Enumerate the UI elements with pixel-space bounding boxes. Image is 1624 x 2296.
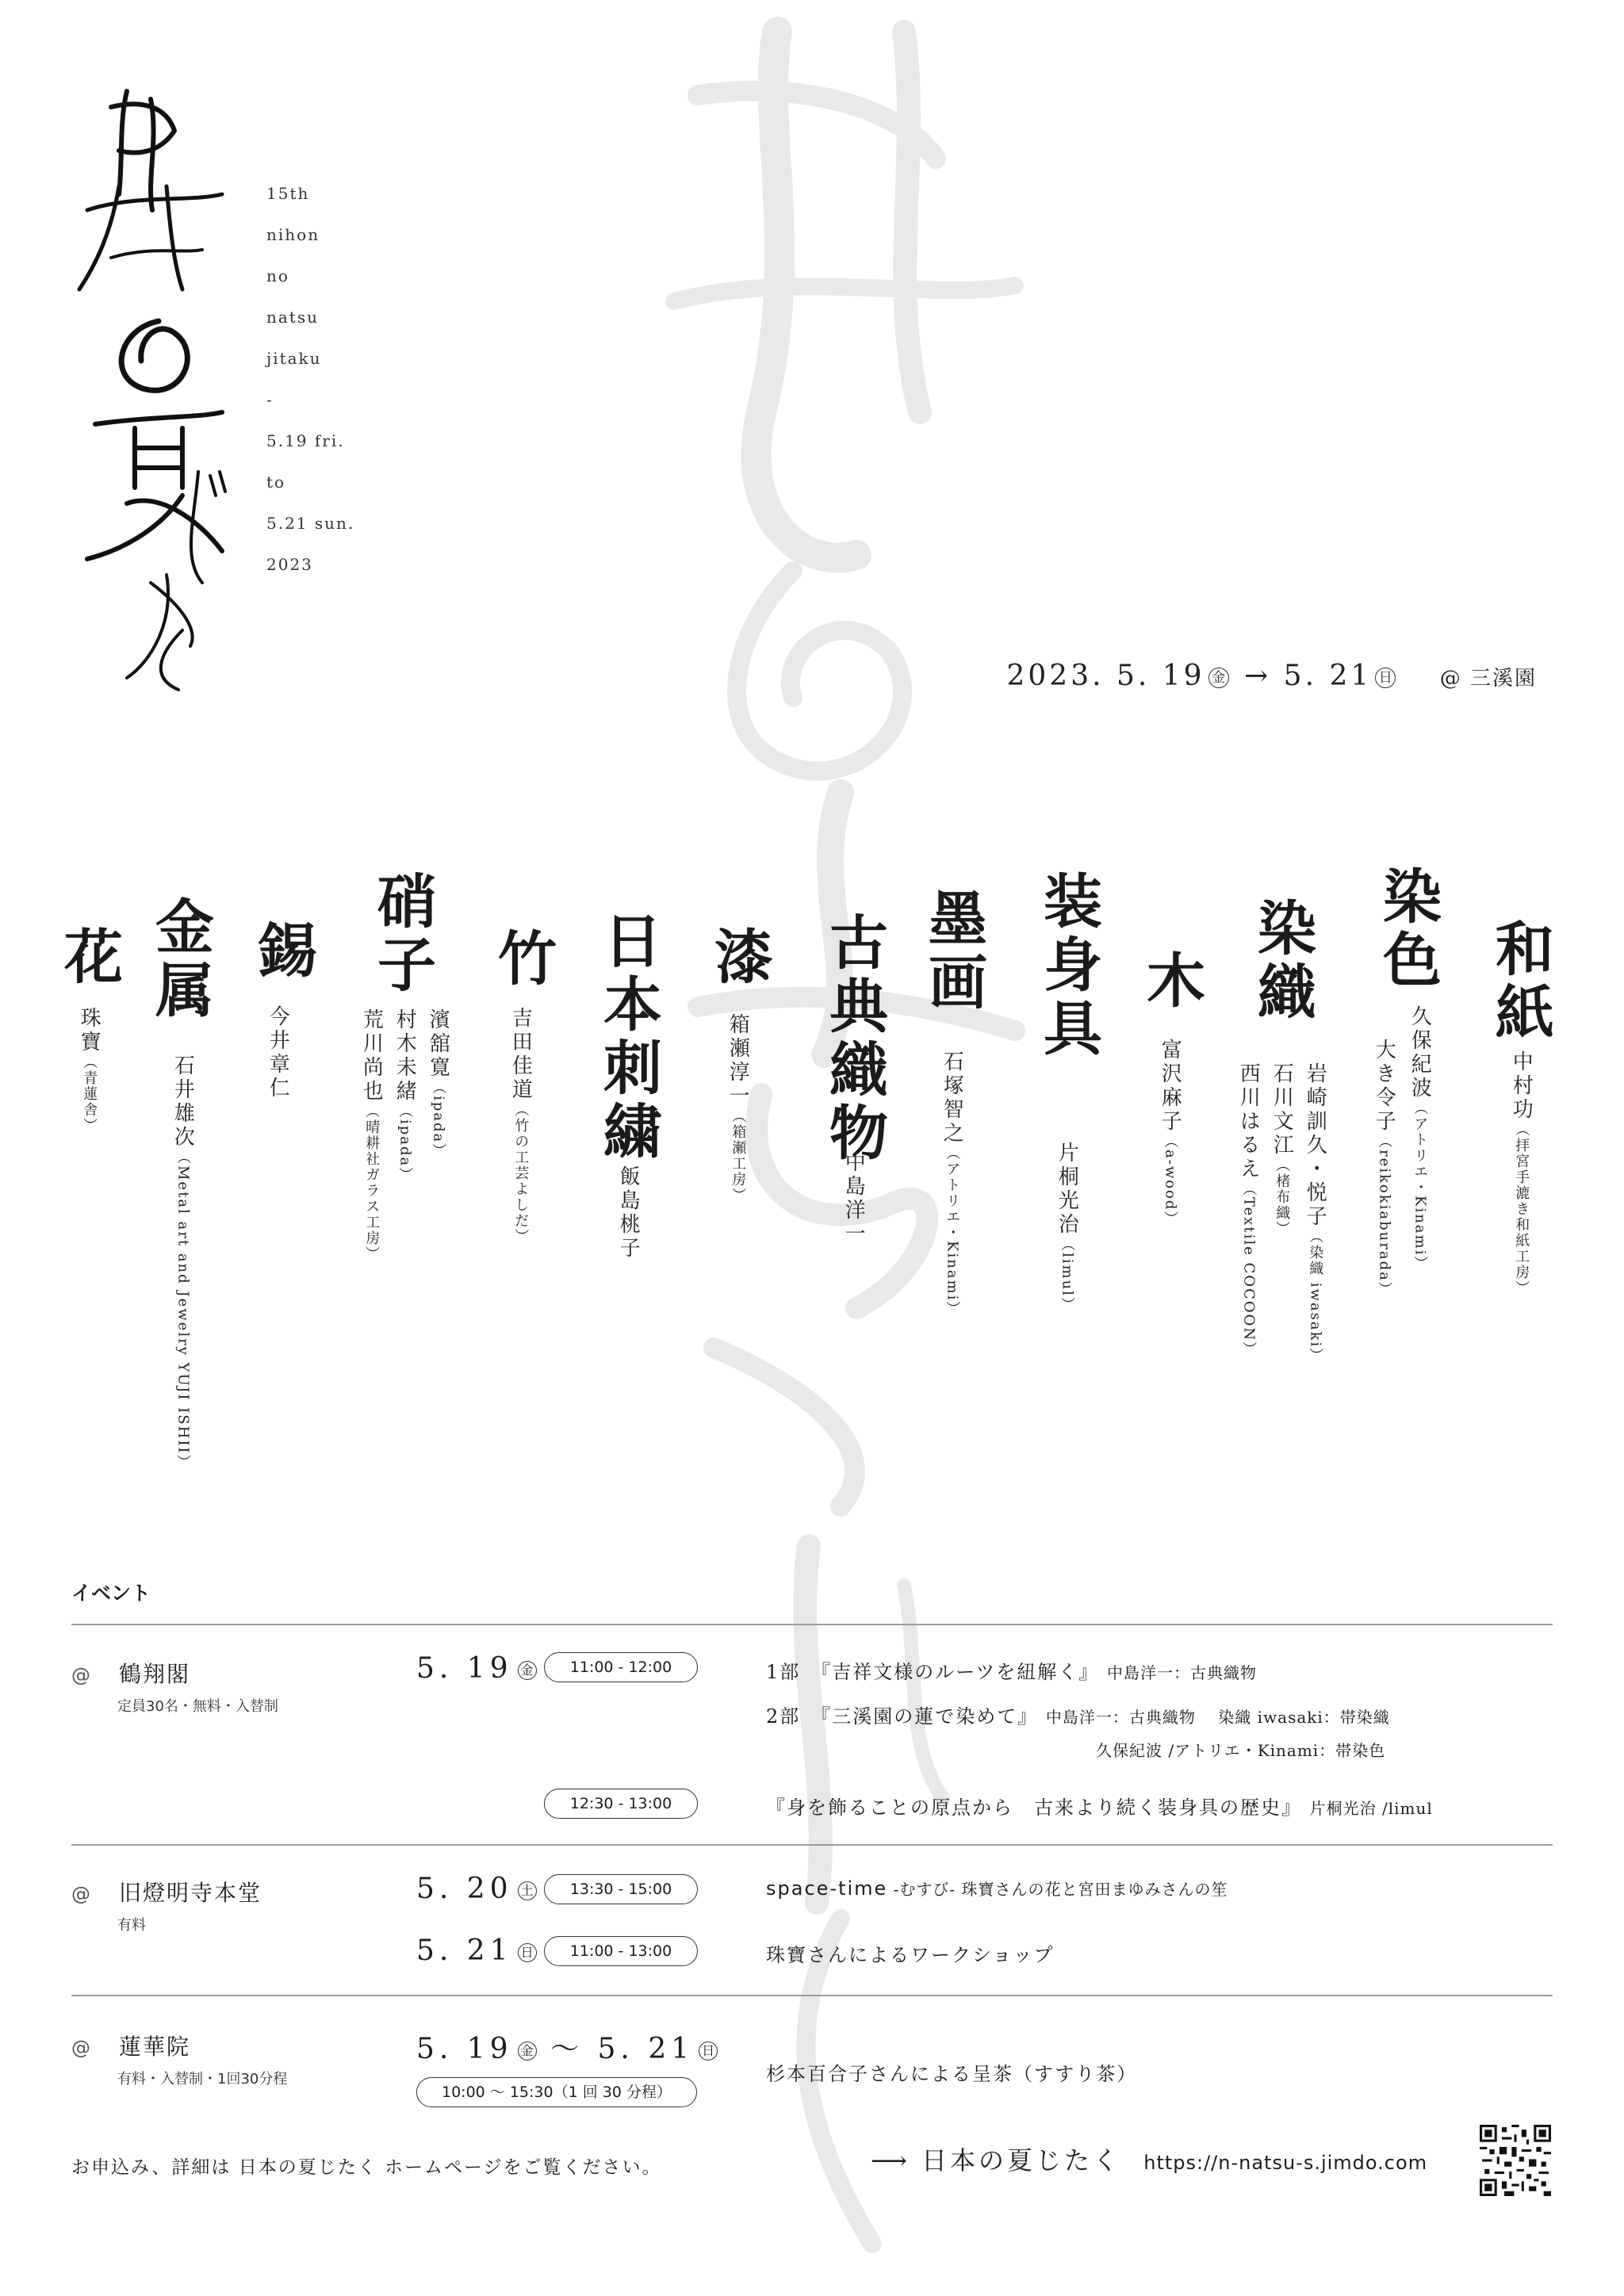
arrow-icon: ⟶ xyxy=(871,2145,910,2175)
title-calligraphy-logo xyxy=(63,75,238,694)
artist-name: 富沢麻子 xyxy=(1158,1039,1182,1134)
date-start: 2023. 5. 19 xyxy=(1006,660,1205,692)
craft-artist xyxy=(837,1151,869,1246)
info-line: jitaku xyxy=(266,349,322,368)
artist-note: （箱瀬工房） xyxy=(730,1108,747,1203)
program-line xyxy=(766,1877,1228,1900)
craft-artist xyxy=(167,1054,198,1471)
craft-artist xyxy=(422,1008,454,1159)
program-line xyxy=(766,2058,1137,2086)
craft-artist xyxy=(262,1005,293,1100)
program-line xyxy=(1096,1738,1385,1761)
venue-name xyxy=(71,1657,190,1689)
craft-title: 木 xyxy=(1137,950,1205,1013)
artist-note: （limul） xyxy=(1059,1237,1076,1313)
date-text: 5. 21 xyxy=(416,1934,513,1967)
craft-title: 古典織物 xyxy=(820,912,888,1165)
day-badge: 日 xyxy=(699,2042,718,2061)
program-line xyxy=(766,1701,1390,1728)
program-speaker: 久保紀波 /アトリエ・Kinami：帯染色 xyxy=(1096,1741,1386,1760)
day-badge: 日 xyxy=(1375,668,1396,688)
program-title: space-time xyxy=(766,1877,888,1900)
program-speaker: 片桐光治 /limul xyxy=(1309,1799,1433,1818)
craft-artist xyxy=(1505,1050,1537,1296)
artist-name: 石塚智之 xyxy=(940,1050,964,1146)
artist-note: （Metal art and Jewelry YUJI ISHII） xyxy=(174,1150,192,1471)
craft-title: 染織 xyxy=(1248,897,1316,1024)
artist-name: 今井章仁 xyxy=(266,1005,290,1100)
qr-code-icon[interactable] xyxy=(1480,2125,1551,2196)
artist-name: 石井雄次 xyxy=(170,1054,195,1150)
program-subtitle: -むすび- xyxy=(887,1880,962,1899)
events-heading: イベント xyxy=(71,1582,151,1605)
site-url[interactable]: https://n-natsu-s.jimdo.com xyxy=(1143,2152,1428,2174)
divider xyxy=(71,1995,1553,1996)
craft-artist xyxy=(1368,1039,1400,1298)
date-end: 5. 21 xyxy=(1283,660,1373,692)
day-badge: 金 xyxy=(518,2042,537,2061)
day-badge: 土 xyxy=(518,1881,537,1900)
info-line: natsu xyxy=(266,308,319,327)
craft-title: 竹 xyxy=(488,928,557,991)
date-text: 5. 19 xyxy=(416,1652,513,1685)
venue-name xyxy=(71,1876,262,1908)
range-tilde: ～ xyxy=(550,2033,584,2065)
artist-name: 大き令子 xyxy=(1372,1039,1396,1134)
time-pill: 11:00 - 12:00 xyxy=(544,1652,698,1682)
event-date xyxy=(416,1934,537,1967)
artist-name: 片桐光治 xyxy=(1055,1142,1079,1237)
artist-note: （晴耕社ガラス工房） xyxy=(363,1104,381,1262)
event-date xyxy=(416,2026,718,2067)
program-title: 『身を飾ることの原点から 古来より続く装身具の歴史』 xyxy=(766,1797,1302,1819)
at-mark: @ xyxy=(71,2037,92,2059)
craft-title: 硝子 xyxy=(368,871,436,997)
craft-artist xyxy=(1299,1062,1331,1364)
craft-title: 染色 xyxy=(1373,866,1442,993)
artist-name: 荒川尚也 xyxy=(359,1008,384,1104)
arrow: → xyxy=(1244,660,1272,692)
program-speaker: 中島洋一：古典織物 染織 iwasaki：帯染織 xyxy=(1045,1708,1390,1727)
craft-title: 日本刺繍 xyxy=(594,910,662,1164)
program-line xyxy=(766,1939,1055,1967)
time-pill: 12:30 - 13:00 xyxy=(544,1789,698,1819)
program-title: 1部 『吉祥文様のルーツを紐解く』 xyxy=(766,1661,1100,1683)
craft-title: 錫 xyxy=(249,920,317,983)
artist-name: 珠寶 xyxy=(77,1007,102,1054)
artist-note: （a-wood） xyxy=(1162,1134,1179,1227)
program-line xyxy=(766,1792,1433,1820)
artist-note: （染織 iwasaki） xyxy=(1307,1229,1324,1364)
info-line: - xyxy=(266,390,274,409)
artist-note: （ipada） xyxy=(430,1080,447,1160)
artist-name: 西川はるえ xyxy=(1236,1062,1261,1181)
event-date xyxy=(416,1873,537,1905)
artist-note: （Textile COCOON） xyxy=(1240,1181,1258,1358)
info-line: 5.21 sun. xyxy=(266,514,355,533)
craft-artist xyxy=(389,1008,420,1183)
craft-title: 漆 xyxy=(705,926,773,989)
time-pill: 11:00 - 13:00 xyxy=(544,1936,698,1966)
day-badge: 日 xyxy=(518,1943,537,1962)
site-name: 日本の夏じたく xyxy=(921,2145,1122,2175)
artist-name: 飯島桃子 xyxy=(616,1165,641,1261)
time-pill: 13:30 - 15:00 xyxy=(544,1874,698,1904)
footer-link[interactable] xyxy=(871,2141,1427,2177)
program-title: 杉本百合子さんによる呈茶（すすり茶） xyxy=(766,2063,1138,2085)
craft-artist xyxy=(612,1165,644,1261)
artist-note: （アトリエ・Kinami） xyxy=(1411,1100,1429,1272)
program-line xyxy=(766,1656,1257,1684)
program-speaker: 中島洋一：古典織物 xyxy=(1106,1663,1257,1682)
craft-artist xyxy=(504,1007,536,1245)
divider xyxy=(71,1624,1553,1625)
at-mark: @ xyxy=(71,1664,92,1686)
venue-label: 鶴翔閣 xyxy=(119,1661,191,1687)
venue-note: 有料 xyxy=(117,1917,146,1934)
date-text: 5. 21 xyxy=(597,2033,695,2065)
artist-note: （ipada） xyxy=(396,1104,414,1184)
craft-artist xyxy=(722,1013,753,1203)
day-badge: 金 xyxy=(518,1661,537,1680)
artist-note: （拝宮手漉き和紙工房） xyxy=(1513,1122,1530,1296)
artist-note: （reikokiaburada） xyxy=(1376,1134,1393,1298)
artist-name: 村木未緒 xyxy=(393,1008,417,1104)
artist-name: 箱瀬淳一 xyxy=(726,1013,750,1108)
program-title: 珠寶さんによるワークショップ xyxy=(766,1944,1055,1966)
craft-artist xyxy=(1266,1062,1297,1237)
craft-artist xyxy=(355,1008,387,1262)
divider xyxy=(71,1844,1553,1846)
venue-name xyxy=(71,2030,190,2061)
event-date-range xyxy=(1006,660,1537,692)
craft-title: 墨画 xyxy=(919,888,987,1015)
info-line: to xyxy=(266,473,286,492)
date-text: 5. 19 xyxy=(416,2033,513,2065)
craft-title: 装身具 xyxy=(1034,871,1102,1061)
artist-name: 濱舘寛 xyxy=(426,1008,450,1080)
artist-name: 岩崎訓久・悦子 xyxy=(1303,1062,1327,1229)
craft-artist xyxy=(1404,1005,1435,1272)
info-line: 5.19 fri. xyxy=(266,431,345,450)
craft-title: 金属 xyxy=(146,896,214,1023)
artist-name: 中島洋一 xyxy=(841,1151,866,1246)
day-badge: 金 xyxy=(1208,668,1229,688)
info-line: 2023 xyxy=(266,555,313,574)
program-speaker: 珠寶さんの花と宮田まゆみさんの笙 xyxy=(961,1880,1228,1899)
artist-name: 石川文江 xyxy=(1270,1062,1294,1158)
artist-name: 久保紀波 xyxy=(1408,1005,1432,1100)
event-date xyxy=(416,1652,537,1685)
at-mark: @ xyxy=(71,1883,92,1905)
craft-artist xyxy=(936,1050,967,1317)
info-line: 15th xyxy=(266,184,310,203)
venue-label: 蓮華院 xyxy=(119,2034,191,2060)
venue-note: 定員30名・無料・入替制 xyxy=(117,1698,278,1715)
artist-name: 中村功 xyxy=(1509,1050,1534,1122)
craft-title: 花 xyxy=(55,926,123,989)
craft-artist xyxy=(1154,1039,1185,1226)
craft-title: 和紙 xyxy=(1486,918,1554,1045)
craft-artist xyxy=(1232,1062,1264,1357)
artist-note: （竹の工芸よしだ） xyxy=(512,1102,530,1245)
footer-note: お申込み、詳細は 日本の夏じたく ホームページをご覧ください。 xyxy=(71,2157,662,2178)
info-line: no xyxy=(266,266,289,285)
date-text: 5. 20 xyxy=(416,1873,513,1905)
artist-note: （楮布織） xyxy=(1274,1158,1291,1237)
artist-name: 吉田佳道 xyxy=(508,1007,533,1102)
venue-note: 有料・入替制・1回30分程 xyxy=(117,2071,288,2087)
info-line: nihon xyxy=(266,225,320,244)
artist-note: （アトリエ・Kinami） xyxy=(944,1146,961,1318)
time-pill: 10:00 ～ 15:30（1 回 30 分程） xyxy=(416,2077,697,2107)
craft-artist xyxy=(73,1007,105,1134)
program-title: 2部 『三溪園の蓮で染めて』 xyxy=(766,1705,1039,1728)
location: @ 三溪園 xyxy=(1439,667,1537,691)
venue-label: 旧燈明寺本堂 xyxy=(119,1880,262,1906)
craft-artist xyxy=(1051,1142,1082,1313)
artist-note: （青蓮舎） xyxy=(81,1054,98,1134)
